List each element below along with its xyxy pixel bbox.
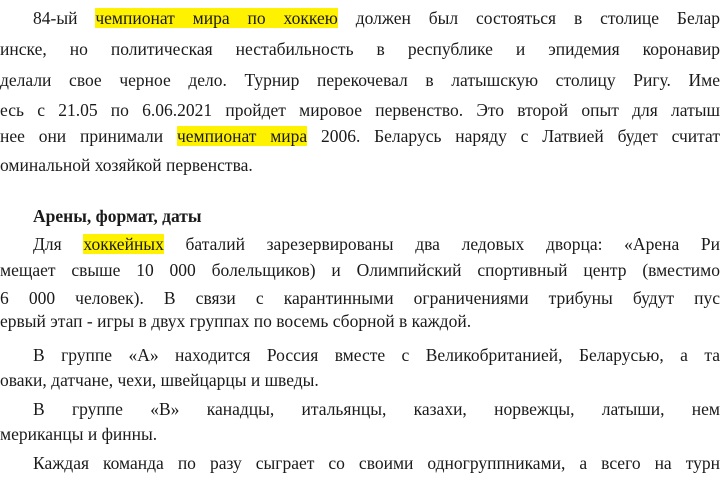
paragraph-4-line-2 [0, 421, 720, 447]
paragraph-1-line-1 [33, 5, 720, 31]
text-run: В группе «А» находится Россия вместе с Великобританией, Беларусью, а та [33, 345, 720, 365]
highlighted-keyword: чемпионат мира по хоккею [95, 8, 338, 28]
text-run: ервый этап - игры в двух группах по восемь сборной в каждой. [0, 311, 472, 331]
paragraph-1-line-6 [0, 152, 720, 178]
heading-text: Арены, формат, даты [33, 206, 202, 226]
paragraph-1-line-4 [0, 97, 720, 123]
text-run: 2006. Беларусь наряду с Латвией будет считат [307, 126, 720, 146]
text-run: делали свое черное дело. Турнир перекочевал в латышскую столицу Ригу. Име [0, 70, 720, 90]
paragraph-2-line-4 [0, 308, 720, 334]
paragraph-5-line-1 [33, 450, 720, 476]
text-run: мещает свыше 10 000 болельщиков) и Олимпийский спортивный центр (вместимо [0, 260, 720, 280]
text-run: В группе «В» канадцы, итальянцы, казахи, норвежцы, латыши, нем [33, 399, 720, 419]
highlighted-keyword: хоккейных [83, 234, 164, 254]
highlighted-keyword: чемпионат мира [176, 126, 308, 146]
paragraph-3-line-1 [33, 342, 720, 368]
paragraph-1-line-2 [0, 36, 720, 62]
text-run: мериканцы и финны. [0, 424, 158, 444]
paragraph-1-line-5 [0, 123, 720, 149]
section-heading [33, 203, 720, 229]
text-run: Для [33, 234, 84, 254]
paragraph-1-line-3 [0, 67, 720, 93]
text-run: Каждая команда по разу сыграет со своими одногруппниками, а всего на турн [33, 453, 720, 473]
text-run: 84-ый [33, 8, 96, 28]
text-run: есь с 21.05 по 6.06.2021 пройдет мировое первенство. Это второй опыт для латыш [0, 100, 720, 120]
paragraph-2-line-2 [0, 257, 720, 283]
text-run: 6 000 человек). В связи с карантинными ограничениями трибуны будут пус [0, 288, 720, 308]
text-run: должен был состояться в столице Белар [337, 8, 720, 28]
text-run: баталий зарезервированы два ледовых дворца: «Арена Ри [163, 234, 720, 254]
text-run: нее они принимали [0, 126, 177, 146]
paragraph-4-line-1 [33, 396, 720, 422]
paragraph-2-line-1 [33, 231, 720, 257]
paragraph-3-line-2 [0, 367, 720, 393]
text-run: оваки, датчане, чехи, швейцарцы и шведы. [0, 370, 319, 390]
text-run: оминальной хозяйкой первенства. [0, 155, 253, 175]
text-run: инске, но политическая нестабильность в республике и эпидемия коронавир [0, 39, 720, 59]
